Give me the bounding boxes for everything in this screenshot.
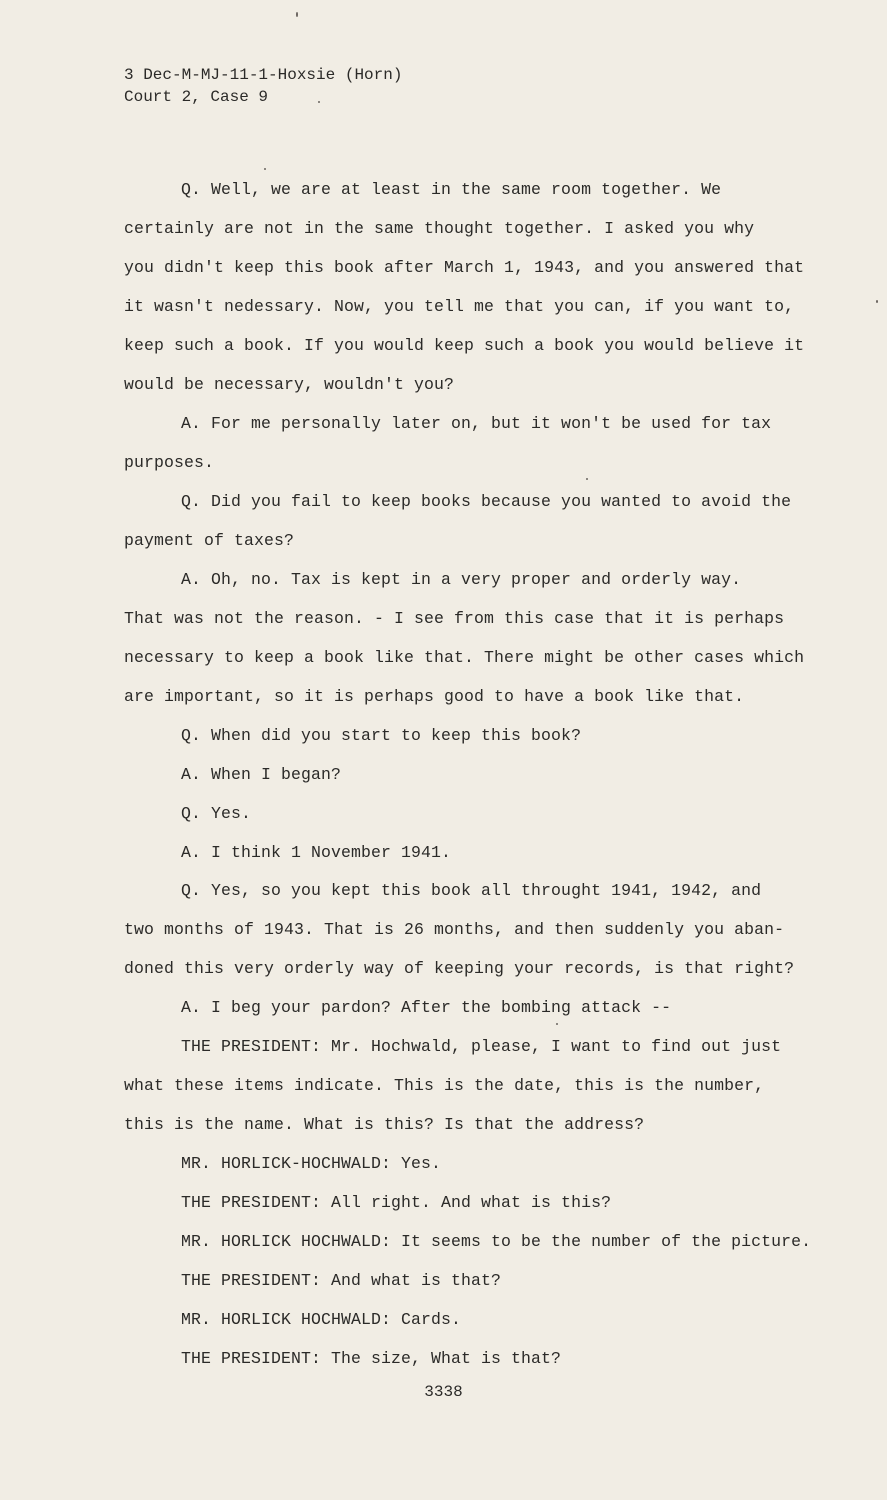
transcript-line: purposes. [124, 453, 215, 472]
paper-speck [264, 168, 266, 170]
transcript-line: certainly are not in the same thought together. I asked you why [124, 219, 755, 238]
paper-speck [556, 1023, 558, 1025]
transcript-line: Q. Yes. [181, 804, 252, 823]
transcript-line: payment of taxes? [124, 531, 295, 550]
transcript-line: THE PRESIDENT: And what is that? [181, 1271, 502, 1290]
transcript-line: doned this very orderly way of keeping your records, is that right? [124, 959, 795, 978]
transcript-line: That was not the reason. - I see from this case that it is perhaps [124, 609, 785, 628]
transcript-line: MR. HORLICK HOCHWALD: Cards. [181, 1310, 462, 1329]
transcript-line: what these items indicate. This is the date, this is the number, [124, 1076, 765, 1095]
transcript-line: this is the name. What is this? Is that the address? [124, 1115, 645, 1134]
transcript-line: two months of 1943. That is 26 months, and then suddenly you aban- [124, 920, 785, 939]
transcript-line: MR. HORLICK-HOCHWALD: Yes. [181, 1154, 442, 1173]
transcript-line: Q. Well, we are at least in the same room together. We [181, 180, 722, 199]
transcript-line: A. When I began? [181, 765, 342, 784]
transcript-line: it wasn't nedessary. Now, you tell me that you can, if you want to, [124, 297, 795, 316]
transcript-line: keep such a book. If you would keep such a book you would believe it [124, 336, 805, 355]
transcript-line: A. For me personally later on, but it won't be used for tax [181, 414, 772, 433]
paper-speck [586, 478, 588, 480]
transcript-line: A. Oh, no. Tax is kept in a very proper and orderly way. [181, 570, 742, 589]
transcript-line: THE PRESIDENT: The size, What is that? [181, 1349, 562, 1368]
page-number: 3338 [424, 1383, 463, 1401]
transcript-line: A. I think 1 November 1941. [181, 843, 452, 862]
transcript-line: Q. Yes, so you kept this book all throught 1941, 1942, and [181, 881, 762, 900]
transcript-line: would be necessary, wouldn't you? [124, 375, 455, 394]
paper-speck [318, 101, 320, 103]
transcript-line: Q. When did you start to keep this book? [181, 726, 582, 745]
transcript-line: you didn't keep this book after March 1, 1943, and you answered that [124, 258, 805, 277]
transcript-line: Q. Did you fail to keep books because you wanted to avoid the [181, 492, 792, 511]
transcript-line: necessary to keep a book like that. There might be other cases which [124, 648, 805, 667]
transcript-line: THE PRESIDENT: Mr. Hochwald, please, I want to find out just [181, 1037, 782, 1056]
document-header [124, 64, 402, 108]
transcript-line: MR. HORLICK HOCHWALD: It seems to be the number of the picture. [181, 1232, 812, 1251]
paper-speck [296, 12, 298, 17]
transcript-line: THE PRESIDENT: All right. And what is this? [181, 1193, 612, 1212]
transcript-line: are important, so it is perhaps good to have a book like that. [124, 687, 745, 706]
paper-speck [876, 300, 878, 303]
transcript-line: A. I beg your pardon? After the bombing attack -- [181, 998, 672, 1017]
header-reference: 3 Dec-M-MJ-11-1-Hoxsie (Horn) [124, 66, 403, 84]
header-court-case: Court 2, Case 9 [124, 88, 269, 106]
